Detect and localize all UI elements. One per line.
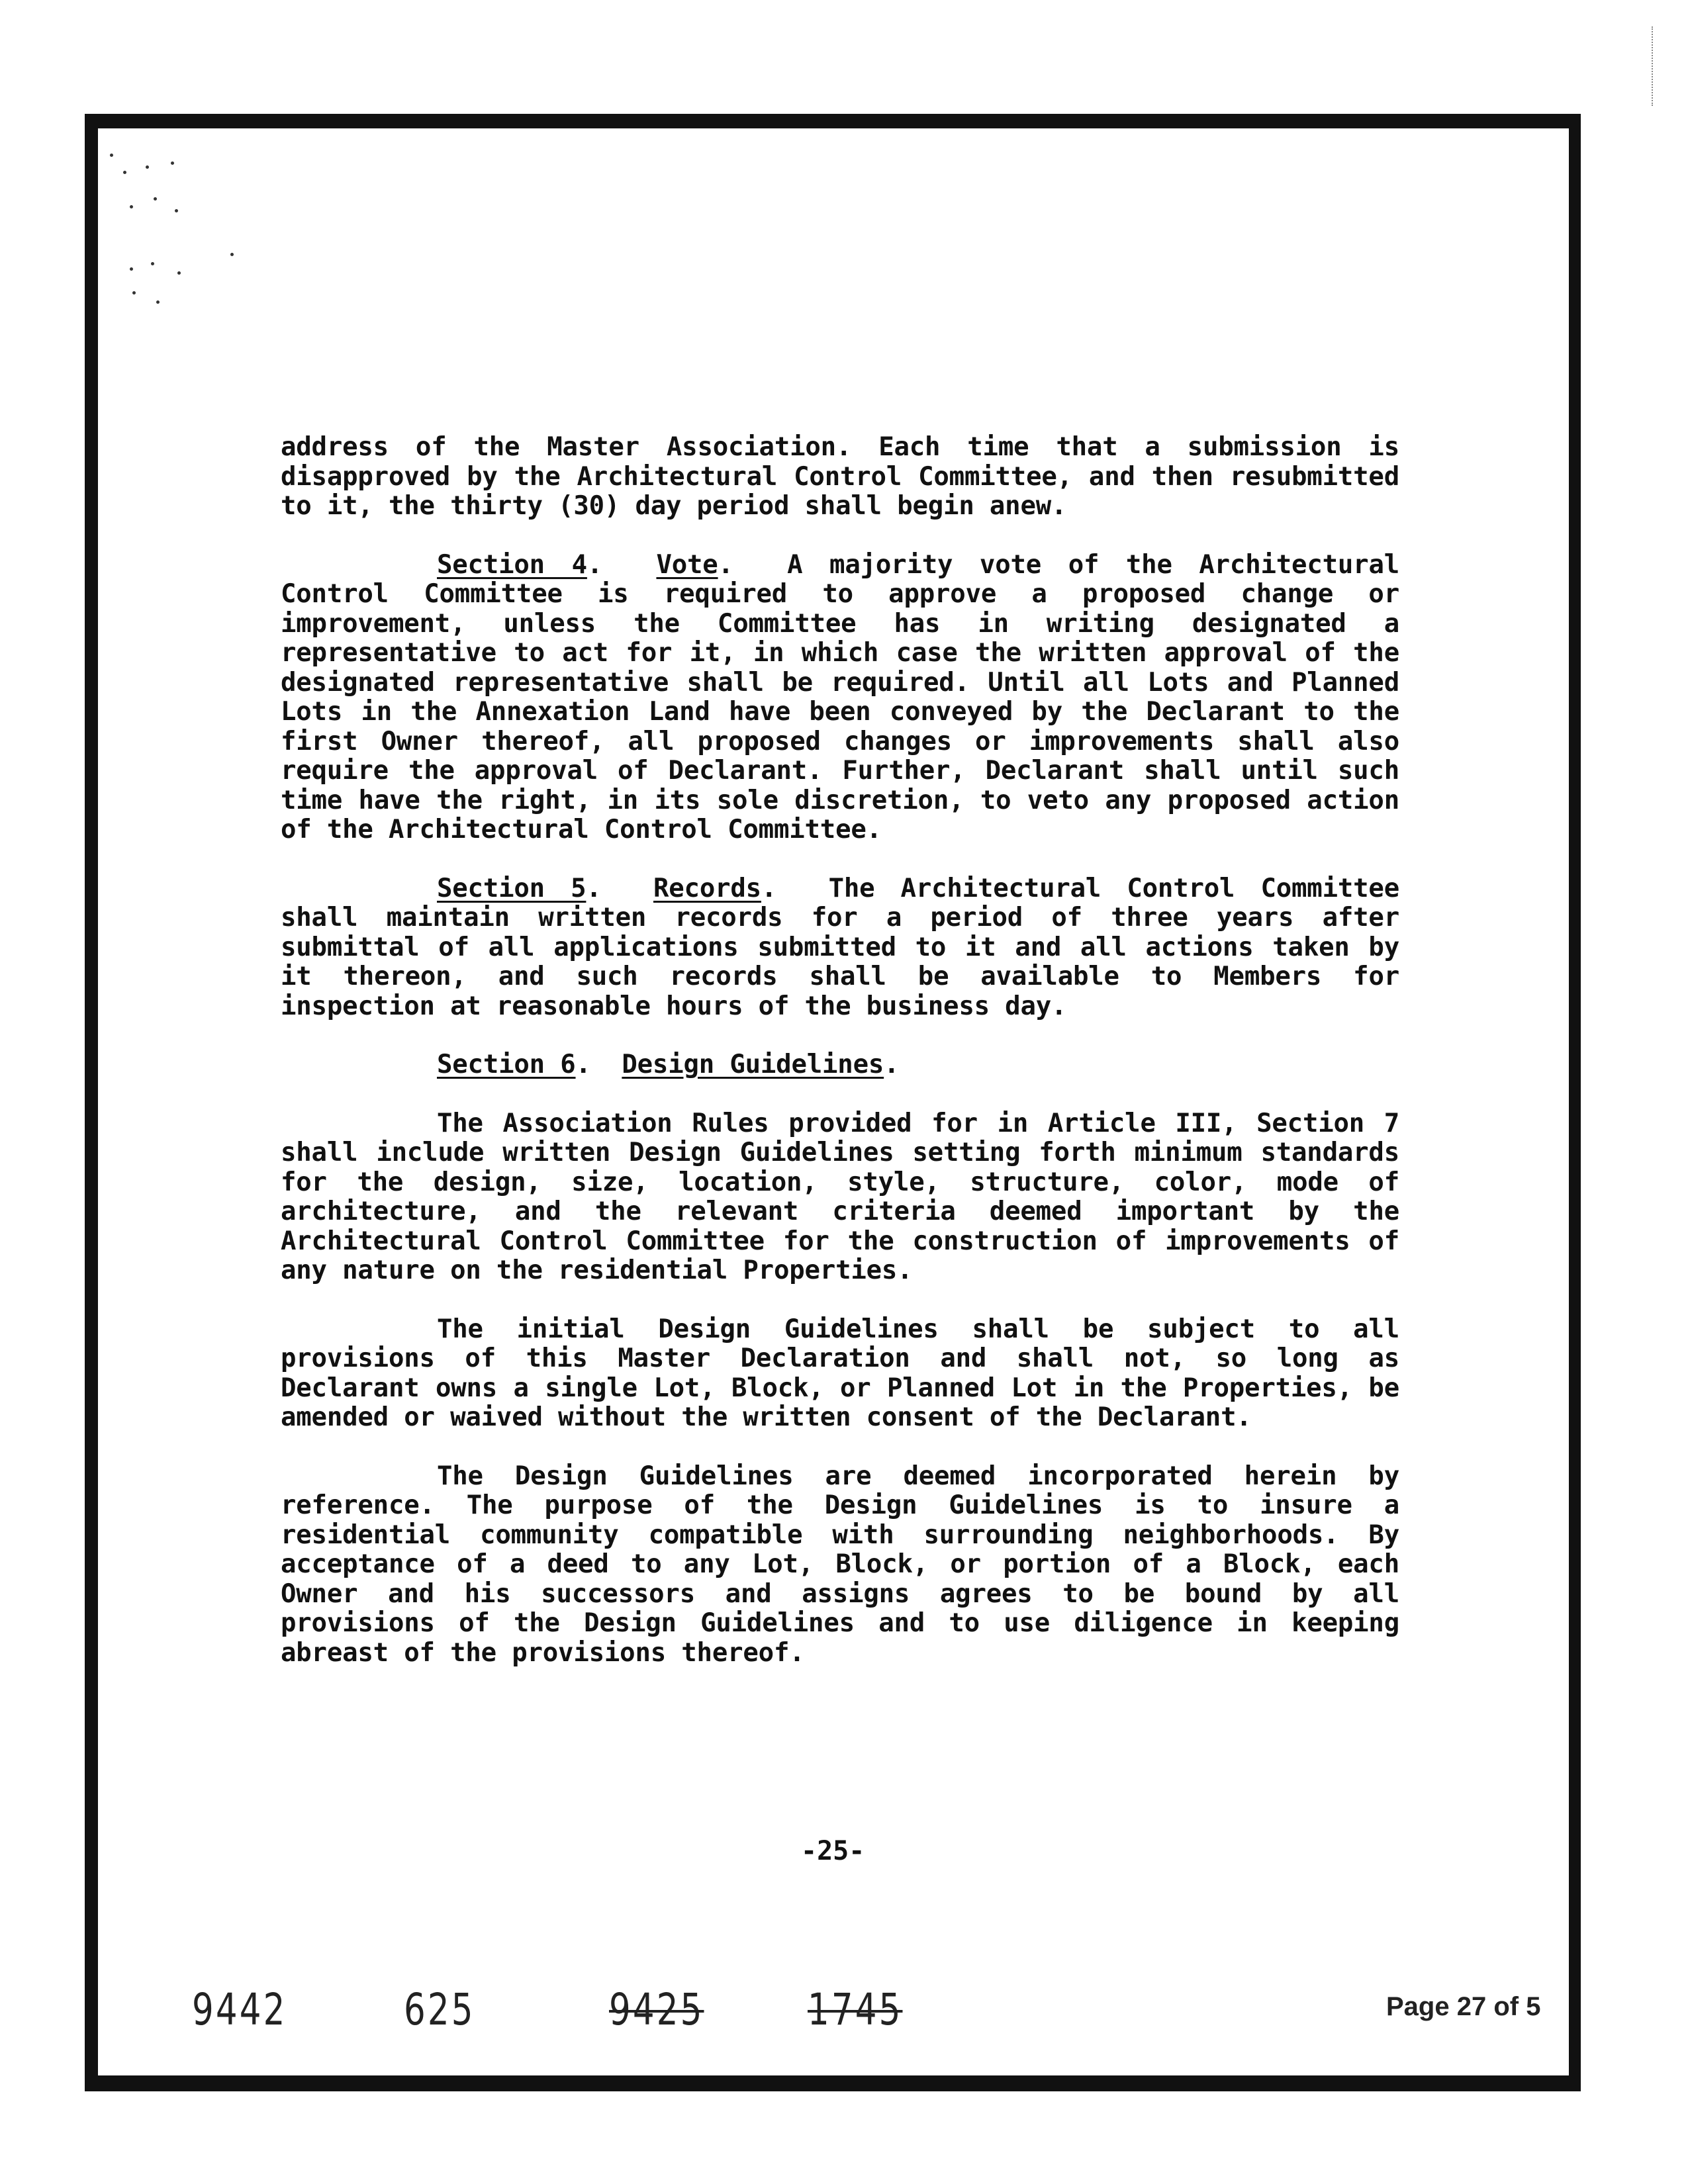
paragraph-continuation bbox=[281, 433, 1399, 522]
scan-speck bbox=[151, 262, 154, 265]
scan-speck bbox=[132, 291, 136, 295]
scan-speck bbox=[130, 267, 133, 271]
paragraph-text: The Architectural Control Committee shall maintain written records for a period of three years after submittal of all applications submitted to it and all actions taken by it thereon, and such records shall be available to Members for inspection at reasonable hours of the business day. bbox=[281, 873, 1399, 1021]
scan-speck bbox=[146, 165, 149, 169]
recording-book: 9442 bbox=[192, 1984, 287, 2035]
section-label: Section 6 bbox=[437, 1050, 576, 1079]
section-title: Design Guidelines bbox=[622, 1050, 884, 1079]
section-5-paragraph: Section 5. Records. The Architectural Control Committee shall maintain written records for a period of three years after submittal of all applications submitted to it and all actions taken by it thereon, and such records shall be available to Members for inspection at reasonable hours of the business day. bbox=[281, 873, 1399, 1021]
section-label: Section 5 bbox=[437, 873, 586, 903]
paragraph-text: address of the Master Association. Each time that a submission is disapproved by the Architectural Control Committee, and then resubmitted to it, the thirty (30) day period shall begin anew. bbox=[281, 432, 1399, 521]
section-6-heading: Section 6. Design Guidelines. bbox=[437, 1050, 900, 1079]
page-number: -25- bbox=[801, 1836, 865, 1866]
scan-speck bbox=[156, 300, 160, 304]
scan-speck bbox=[110, 154, 113, 157]
scan-speck bbox=[175, 209, 178, 212]
scan-speck bbox=[123, 171, 126, 174]
paragraph-text: The Association Rules provided for in Article III, Section 7 shall include written Design Guidelines setting forth minimum standards for the design, size, location, style, structure, color, mode of architecture, and the relevant criteria deemed important by the Architectural Control Committee for the construction of improvements of any nature on the residential Properties. bbox=[281, 1108, 1399, 1285]
recording-page: 625 bbox=[404, 1984, 475, 2035]
section-label: Section 4 bbox=[437, 549, 587, 580]
edge-mark bbox=[1652, 26, 1656, 106]
paragraph-text: A majority vote of the Architectural Control Committee is required to approve a proposed change or improvement, unless the Committee has in writing designated a representative to act for it, in which case the written approval of the designated representative shall be required. Until all Lots and Planned Lots in the Annexation Land have been conveyed by the Declarant to the first Owner thereof, all proposed changes or improvements shall also require the approval of Declarant. Further, Declarant shall until such time have the right, in its sole discretion, to veto any proposed action of the Architectural Control Committee. bbox=[281, 549, 1400, 844]
paragraph-text: The initial Design Guidelines shall be subject to all provisions of this Master Declaration and shall not, so long as Declarant owns a single Lot, Block, or Planned Lot in the Properties, be amended or waived without the written consent of the Declarant. bbox=[281, 1314, 1399, 1432]
document-body bbox=[281, 433, 1399, 1697]
page-of-indicator: Page 27 of 5 bbox=[1386, 1992, 1541, 2021]
section-4-paragraph: Section 4. Vote. A majority vote of the Architectural Control Committee is required to approve a proposed change or improvement, unless the Committee has in writing designated a representative to act for it, in which case the written approval of the designated representative shall be required. Until all Lots and Planned Lots in the Annexation Land have been conveyed by the Declarant to the first Owner thereof, all proposed changes or improvements shall also require the approval of Declarant. Further, Declarant shall until such time have the right, in its sole discretion, to veto any proposed action of the Architectural Control Committee. bbox=[281, 549, 1400, 844]
paragraph bbox=[281, 1462, 1399, 1668]
scan-speck bbox=[154, 197, 157, 201]
paragraph-text: The Design Guidelines are deemed incorporated herein by reference. The purpose of the Design Guidelines is to insure a residential community compatible with surrounding neighborhoods. By acceptance of a deed to any Lot, Block, or portion of a Block, each Owner and his successors and assigns agrees to be bound by all provisions of the Design Guidelines and to use diligence in keeping abreast of the provisions thereof. bbox=[281, 1461, 1399, 1668]
section-title: Vote bbox=[656, 549, 718, 580]
struck-book: 9425 bbox=[609, 1984, 704, 2035]
section-title: Records bbox=[653, 873, 761, 903]
scan-speck bbox=[171, 161, 174, 165]
scan-speck bbox=[130, 205, 133, 208]
paragraph bbox=[281, 1109, 1399, 1286]
paragraph bbox=[281, 1315, 1399, 1433]
scan-speck bbox=[177, 271, 181, 275]
scan-speck bbox=[230, 253, 234, 256]
struck-page: 1745 bbox=[808, 1984, 903, 2035]
